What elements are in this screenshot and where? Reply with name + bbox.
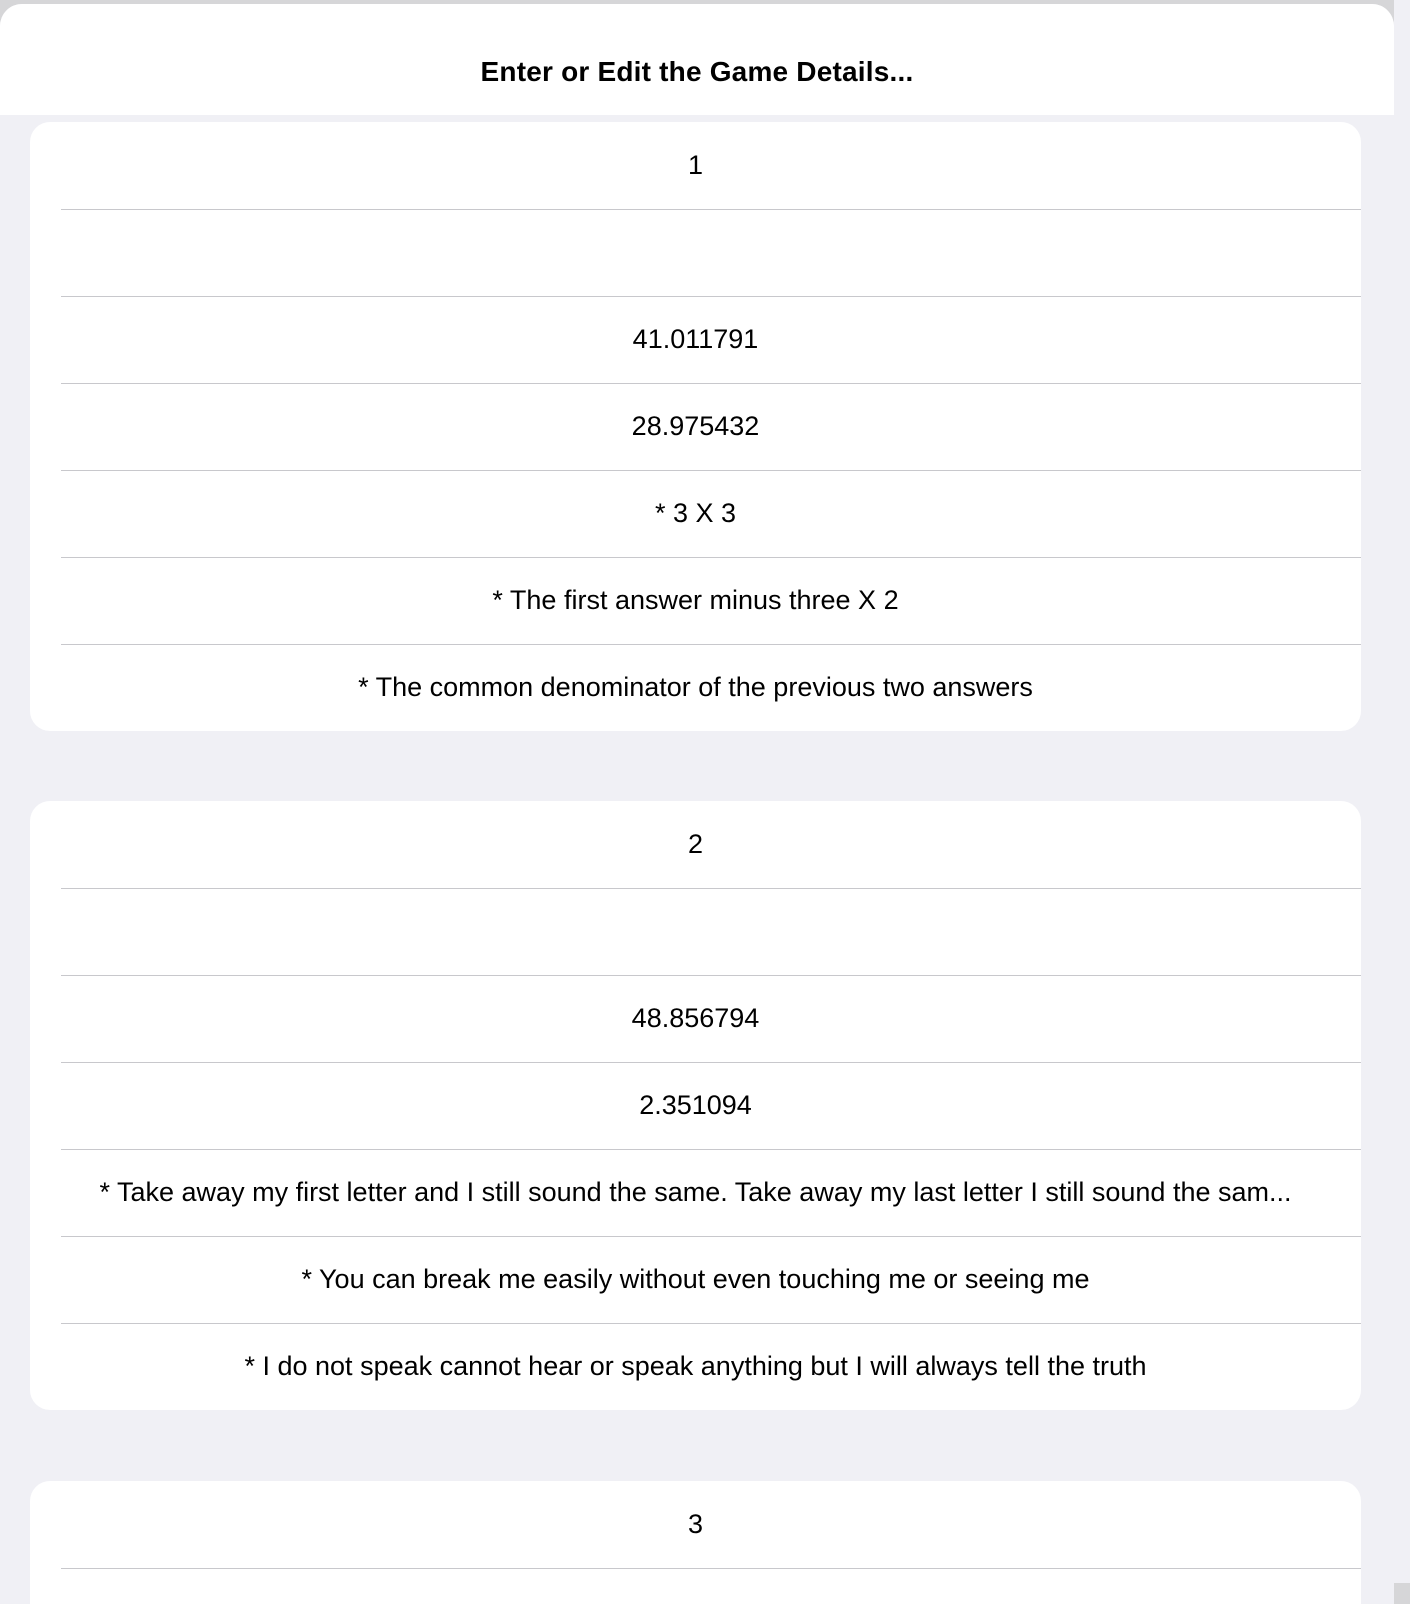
sheet-header: [0, 4, 1394, 115]
latitude-field[interactable]: 48.856794: [30, 975, 1361, 1062]
clue-1-field[interactable]: * Take away my first letter and I still sound the same. Take away my last letter I still sound the sam...: [30, 1149, 1361, 1236]
game-details-sheet: [0, 4, 1394, 1604]
game-stop-card-1: [30, 122, 1361, 731]
stop-number-field[interactable]: 1: [687, 150, 704, 180]
clue-1-field[interactable]: * 3 X 3: [30, 470, 1361, 557]
stop-number-field[interactable]: 2: [687, 829, 704, 859]
stop-name-field[interactable]: [30, 209, 1361, 296]
latitude-field[interactable]: 41.011791: [30, 296, 1361, 383]
clue-2-field[interactable]: * You can break me easily without even touching me or seeing me: [30, 1236, 1361, 1323]
clue-3-field[interactable]: * The common denominator of the previous two answers: [30, 644, 1361, 731]
game-stop-card-3: [30, 1481, 1361, 1604]
stop-name-field[interactable]: [30, 1568, 1361, 1604]
longitude-field[interactable]: 2.351094: [30, 1062, 1361, 1149]
sheet-title: Enter or Edit the Game Details...: [480, 56, 914, 87]
stop-name-field[interactable]: [30, 888, 1361, 975]
clue-3-field[interactable]: * I do not speak cannot hear or speak anything but I will always tell the truth: [30, 1323, 1361, 1410]
game-stop-card-2: [30, 801, 1361, 1410]
background-edge: [1394, 0, 1410, 1583]
clue-2-field[interactable]: * The first answer minus three X 2: [30, 557, 1361, 644]
longitude-field[interactable]: 28.975432: [30, 383, 1361, 470]
stop-number-field[interactable]: 3: [687, 1509, 704, 1539]
